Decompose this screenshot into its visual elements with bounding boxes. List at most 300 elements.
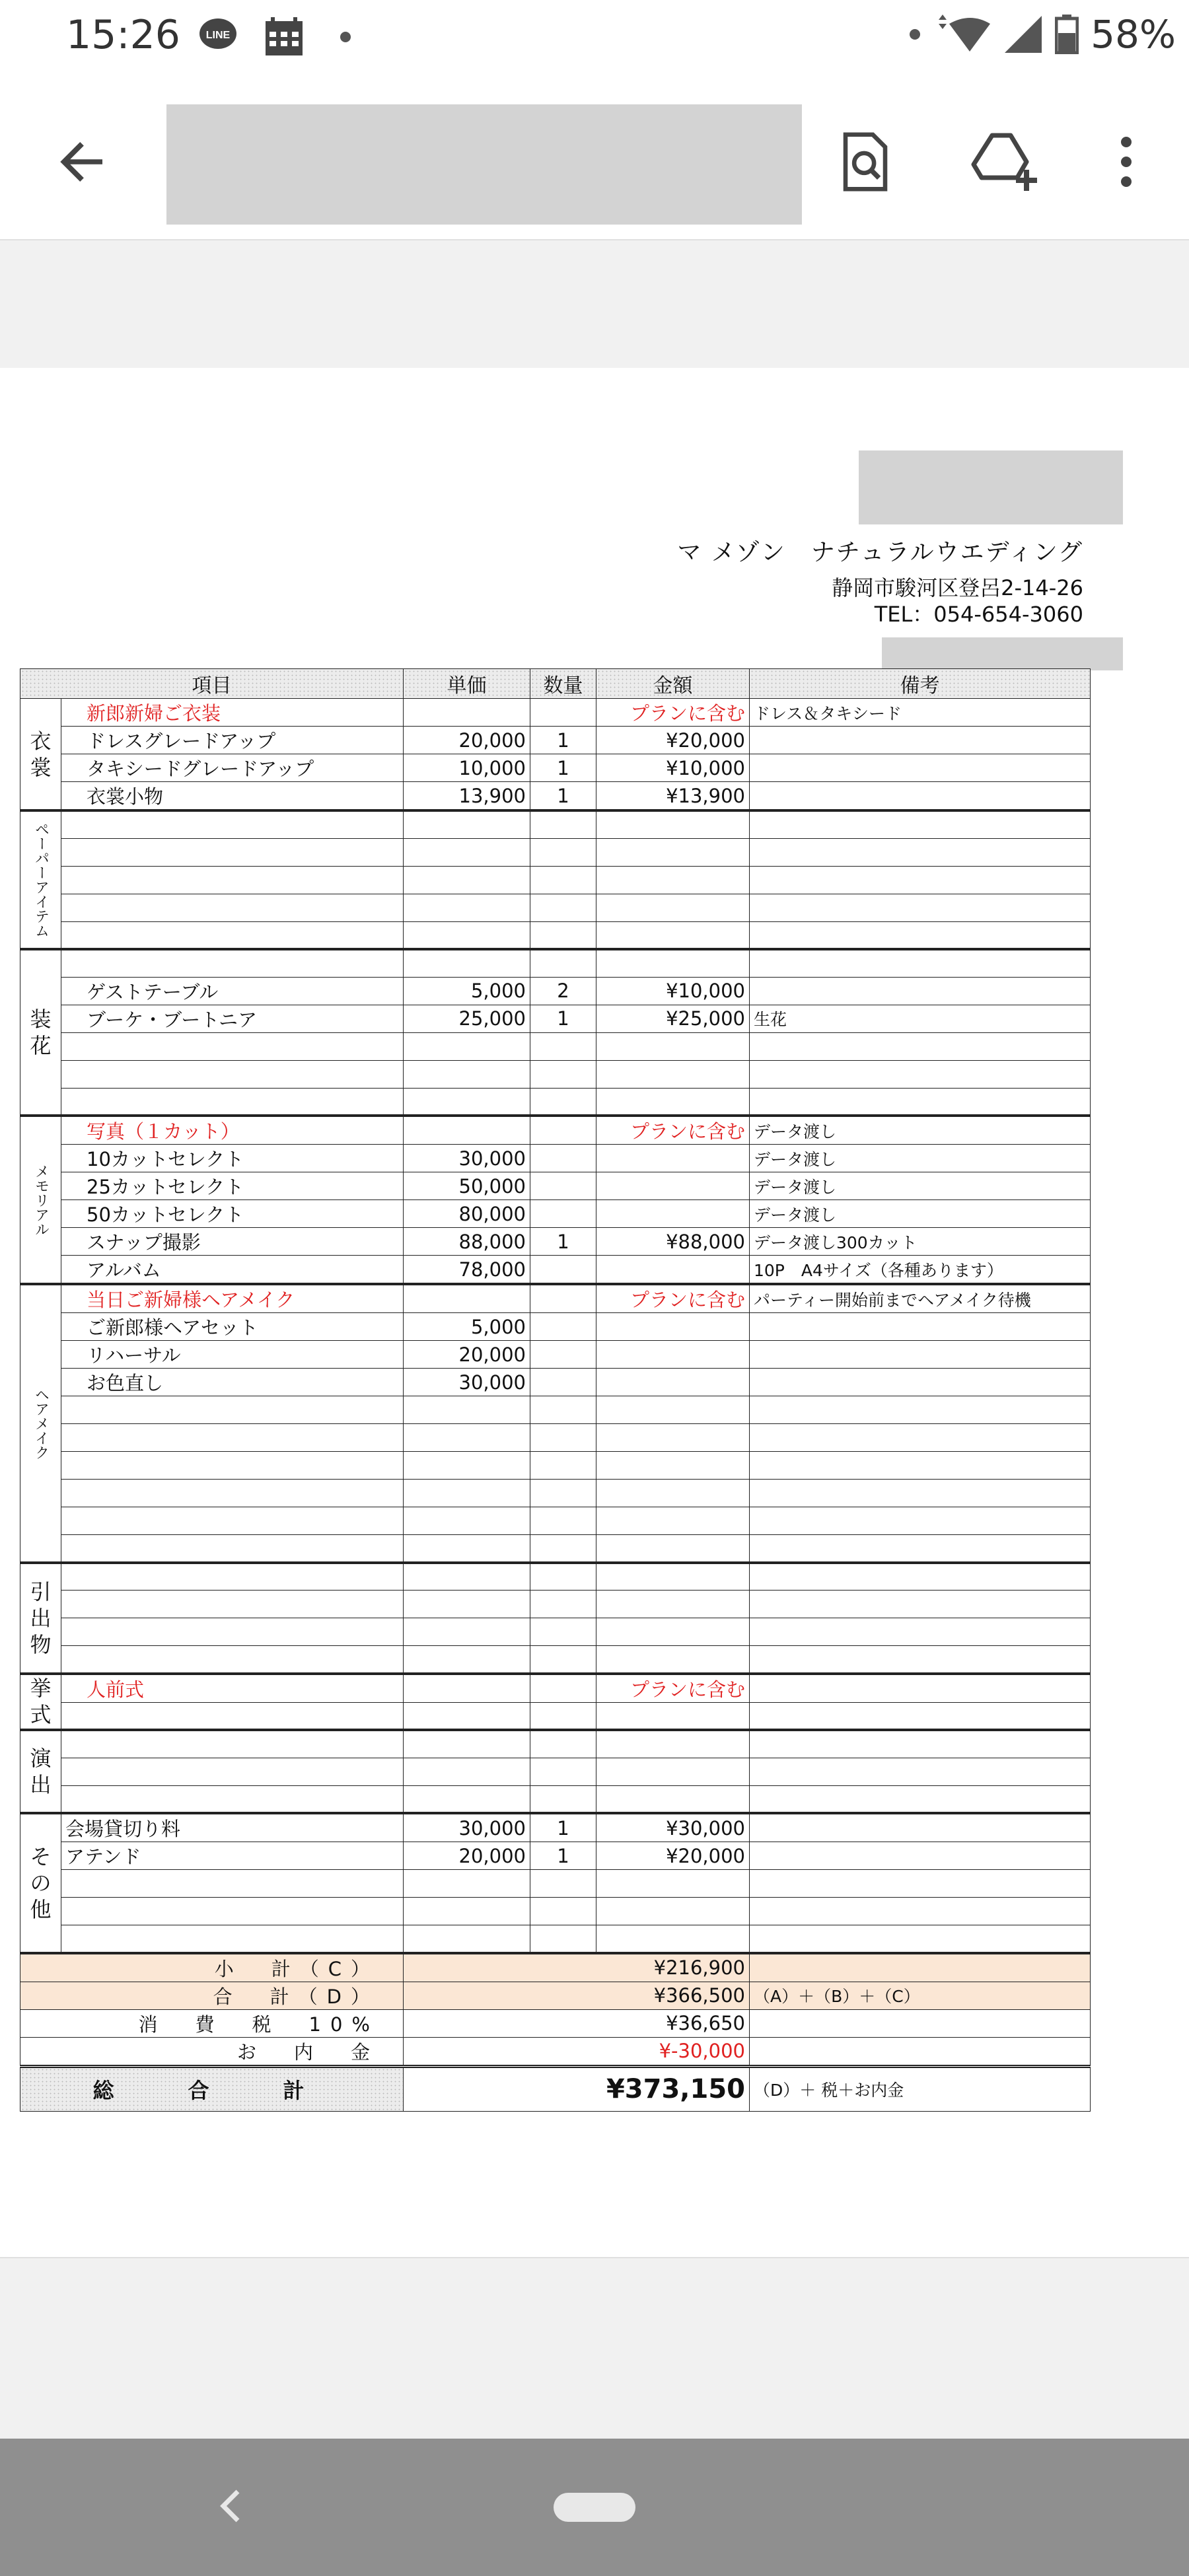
qty-cell: [530, 699, 596, 727]
nav-back-icon[interactable]: [211, 2486, 251, 2526]
status-time: 15:26: [66, 12, 180, 58]
item-cell: [61, 949, 404, 977]
table-row: [20, 1898, 1091, 1925]
amount-cell: [596, 1313, 750, 1341]
item-cell: ドレスグレードアップ: [61, 727, 404, 754]
table-row: [20, 894, 1091, 921]
note-cell: [750, 1535, 1091, 1563]
price-cell: [404, 1591, 530, 1618]
note-cell: [750, 1480, 1091, 1507]
note-cell: [750, 727, 1091, 754]
summary-row: [20, 1953, 1091, 1982]
table-row: [20, 977, 1091, 1005]
item-cell: お色直し: [61, 1369, 404, 1396]
table-row: [20, 1424, 1091, 1452]
amount-cell: [596, 1535, 750, 1563]
header-amount: 金額: [596, 669, 750, 699]
amount-cell: [596, 1925, 750, 1953]
amount-cell: [596, 1898, 750, 1925]
qty-cell: [530, 1088, 596, 1116]
qty-cell: [530, 1785, 596, 1813]
amount-cell: [596, 894, 750, 921]
page-gap-bottom: [0, 2257, 1189, 2439]
amount-cell: [596, 1870, 750, 1898]
summary-note: （A）＋（B）＋（C）: [750, 1982, 1091, 2009]
qty-cell: 1: [530, 1813, 596, 1842]
price-cell: [404, 1480, 530, 1507]
note-cell: [750, 1032, 1091, 1060]
price-cell: [404, 1116, 530, 1145]
line-icon: [198, 16, 238, 55]
note-cell: データ渡し: [750, 1172, 1091, 1200]
table-row: [20, 1060, 1091, 1088]
note-cell: パーティー開始前までヘアメイク待機: [750, 1284, 1091, 1313]
qty-cell: [530, 838, 596, 866]
note-cell: [750, 1591, 1091, 1618]
table-row: [20, 838, 1091, 866]
qty-cell: [530, 1172, 596, 1200]
note-cell: [750, 1313, 1091, 1341]
table-row: [20, 1313, 1091, 1341]
note-cell: [750, 977, 1091, 1005]
qty-cell: [530, 1730, 596, 1758]
qty-cell: [530, 1284, 596, 1313]
table-row: [20, 1145, 1091, 1172]
amount-cell: ¥20,000: [596, 727, 750, 754]
price-cell: 80,000: [404, 1200, 530, 1228]
qty-cell: [530, 1424, 596, 1452]
note-cell: [750, 1341, 1091, 1369]
item-cell: 写真（１カット）: [61, 1116, 404, 1145]
note-cell: [750, 1730, 1091, 1758]
category-cell: 挙式: [20, 1674, 61, 1731]
summary-label: お 内 金: [20, 2037, 404, 2066]
price-cell: [404, 1088, 530, 1116]
item-cell: [61, 1925, 404, 1953]
price-cell: [404, 1758, 530, 1785]
item-cell: [61, 1452, 404, 1480]
qty-cell: 1: [530, 1005, 596, 1032]
item-cell: [61, 1591, 404, 1618]
price-cell: 50,000: [404, 1172, 530, 1200]
item-cell: [61, 838, 404, 866]
item-cell: [61, 1535, 404, 1563]
qty-cell: [530, 894, 596, 921]
category-cell: 演出: [20, 1730, 61, 1813]
amount-cell: ¥88,000: [596, 1228, 750, 1256]
more-vert-icon: [1120, 135, 1133, 188]
header-note: 備考: [750, 669, 1091, 699]
amount-cell: [596, 1646, 750, 1674]
price-cell: [404, 1396, 530, 1424]
table-row: [20, 1842, 1091, 1870]
amount-cell: プランに含む: [596, 1674, 750, 1703]
price-cell: [404, 949, 530, 977]
more-options-button[interactable]: [1087, 125, 1166, 198]
item-cell: [61, 810, 404, 838]
table-row: [20, 1646, 1091, 1674]
table-row: [20, 1116, 1091, 1145]
note-cell: データ渡し: [750, 1145, 1091, 1172]
note-cell: [750, 1618, 1091, 1646]
amount-cell: プランに含む: [596, 1284, 750, 1313]
item-cell: [61, 1618, 404, 1646]
total-label: 総 合 計: [20, 2066, 404, 2111]
qty-cell: [530, 1674, 596, 1703]
summary-row: [20, 2037, 1091, 2066]
amount-cell: [596, 1088, 750, 1116]
table-header-row: [20, 669, 1091, 699]
amount-cell: [596, 1618, 750, 1646]
amount-cell: ¥30,000: [596, 1813, 750, 1842]
price-cell: 20,000: [404, 727, 530, 754]
note-cell: データ渡し: [750, 1200, 1091, 1228]
item-cell: [61, 1758, 404, 1785]
item-cell: ゲストテーブル: [61, 977, 404, 1005]
amount-cell: [596, 1758, 750, 1785]
table-row: [20, 949, 1091, 977]
qty-cell: [530, 1870, 596, 1898]
note-cell: [750, 810, 1091, 838]
company-address: 静岡市駿河区登呂2-14-26: [832, 575, 1083, 600]
table-row: [20, 921, 1091, 949]
qty-cell: 1: [530, 1228, 596, 1256]
amount-cell: ¥13,900: [596, 782, 750, 811]
info-redacted: [882, 637, 1123, 670]
price-cell: [404, 1060, 530, 1088]
qty-cell: [530, 1535, 596, 1563]
item-cell: [61, 1646, 404, 1674]
category-cell: ヘアメイク: [20, 1284, 61, 1563]
amount-cell: [596, 1172, 750, 1200]
summary-label: 小 計（C）: [20, 1953, 404, 1982]
price-cell: [404, 1032, 530, 1060]
item-cell: 当日ご新婦様ヘアメイク: [61, 1284, 404, 1313]
status-bar: [0, 0, 1189, 79]
note-cell: [750, 866, 1091, 894]
amount-cell: [596, 921, 750, 949]
table-row: [20, 1005, 1091, 1032]
item-cell: ブーケ・ブートニア: [61, 1005, 404, 1032]
nav-home-pill[interactable]: [554, 2493, 635, 2522]
table-row: [20, 699, 1091, 727]
back-arrow-icon[interactable]: [53, 132, 112, 192]
total-row: [20, 2066, 1091, 2111]
total-note: （D）＋ 税＋お内金: [750, 2066, 1091, 2111]
note-cell: [750, 754, 1091, 782]
note-cell: [750, 1842, 1091, 1870]
item-cell: [61, 1060, 404, 1088]
note-cell: [750, 1785, 1091, 1813]
qty-cell: [530, 1369, 596, 1396]
item-cell: [61, 1396, 404, 1424]
note-cell: [750, 838, 1091, 866]
item-cell: [61, 894, 404, 921]
qty-cell: [530, 1758, 596, 1785]
item-cell: [61, 1730, 404, 1758]
summary-label: 消 費 税 10%: [20, 2009, 404, 2037]
table-row: [20, 1591, 1091, 1618]
qty-cell: [530, 1116, 596, 1145]
item-cell: [61, 1424, 404, 1452]
price-cell: [404, 1618, 530, 1646]
table-row: [20, 1785, 1091, 1813]
qty-cell: [530, 1313, 596, 1341]
item-cell: [61, 1870, 404, 1898]
qty-cell: 1: [530, 754, 596, 782]
item-cell: 25カットセレクト: [61, 1172, 404, 1200]
qty-cell: [530, 1145, 596, 1172]
table-row: [20, 1369, 1091, 1396]
wifi-icon: [932, 15, 991, 54]
dot-icon: [910, 29, 920, 40]
summary-note: [750, 2037, 1091, 2066]
item-cell: リハーサル: [61, 1341, 404, 1369]
qty-cell: 1: [530, 727, 596, 754]
table-row: [20, 727, 1091, 754]
price-cell: 30,000: [404, 1813, 530, 1842]
qty-cell: 2: [530, 977, 596, 1005]
note-cell: [750, 1870, 1091, 1898]
find-in-page-button[interactable]: [829, 125, 902, 198]
item-cell: [61, 1563, 404, 1591]
note-cell: ドレス＆タキシード: [750, 699, 1091, 727]
qty-cell: [530, 1563, 596, 1591]
amount-cell: [596, 1060, 750, 1088]
price-cell: 78,000: [404, 1256, 530, 1285]
table-row: [20, 1200, 1091, 1228]
summary-amount: ¥36,650: [404, 2009, 750, 2037]
qty-cell: [530, 1507, 596, 1535]
table-row: [20, 1452, 1091, 1480]
amount-cell: [596, 1145, 750, 1172]
estimate-table: [20, 668, 1091, 2112]
qty-cell: [530, 921, 596, 949]
price-cell: [404, 921, 530, 949]
signal-icon: [1003, 15, 1043, 54]
amount-cell: [596, 1200, 750, 1228]
svg-text:LINE: LINE: [205, 30, 231, 41]
amount-cell: [596, 1785, 750, 1813]
summary-note: [750, 2009, 1091, 2037]
note-cell: [750, 1674, 1091, 1703]
note-cell: データ渡し300カット: [750, 1228, 1091, 1256]
table-row: [20, 754, 1091, 782]
price-cell: [404, 838, 530, 866]
note-cell: [750, 1060, 1091, 1088]
price-cell: [404, 1730, 530, 1758]
header-qty: 数量: [530, 669, 596, 699]
qty-cell: [530, 1452, 596, 1480]
qty-cell: [530, 1060, 596, 1088]
price-cell: [404, 1870, 530, 1898]
table-row: [20, 1563, 1091, 1591]
summary-row: [20, 2009, 1091, 2037]
amount-cell: [596, 1730, 750, 1758]
qty-cell: [530, 810, 596, 838]
battery-icon: [1055, 15, 1079, 54]
price-cell: 20,000: [404, 1341, 530, 1369]
price-cell: 5,000: [404, 1313, 530, 1341]
company-name: マ メゾン ナチュラルウエディング: [677, 539, 1083, 566]
qty-cell: [530, 1925, 596, 1953]
note-cell: [750, 1452, 1091, 1480]
table-row: [20, 1870, 1091, 1898]
company-tel: TEL：054-654-3060: [874, 602, 1083, 627]
qty-cell: [530, 1646, 596, 1674]
amount-cell: [596, 1702, 750, 1730]
item-cell: スナップ撮影: [61, 1228, 404, 1256]
amount-cell: ¥25,000: [596, 1005, 750, 1032]
category-cell: その他: [20, 1813, 61, 1953]
amount-cell: [596, 1480, 750, 1507]
amount-cell: [596, 1452, 750, 1480]
battery-percent: 58%: [1091, 12, 1176, 57]
table-row: [20, 1256, 1091, 1285]
logo-redacted: [859, 450, 1123, 524]
price-cell: 20,000: [404, 1842, 530, 1870]
price-cell: [404, 810, 530, 838]
add-to-drive-button[interactable]: [968, 125, 1040, 198]
qty-cell: [530, 1200, 596, 1228]
qty-cell: 1: [530, 782, 596, 811]
amount-cell: [596, 1424, 750, 1452]
header-price: 単価: [404, 669, 530, 699]
note-cell: [750, 782, 1091, 811]
price-cell: [404, 894, 530, 921]
amount-cell: ¥10,000: [596, 977, 750, 1005]
amount-cell: [596, 1396, 750, 1424]
table-row: [20, 782, 1091, 811]
note-cell: データ渡し: [750, 1116, 1091, 1145]
amount-cell: プランに含む: [596, 699, 750, 727]
amount-cell: ¥10,000: [596, 754, 750, 782]
qty-cell: [530, 1480, 596, 1507]
price-cell: 25,000: [404, 1005, 530, 1032]
amount-cell: [596, 810, 750, 838]
amount-cell: [596, 1341, 750, 1369]
note-cell: [750, 1758, 1091, 1785]
note-cell: 生花: [750, 1005, 1091, 1032]
summary-note: [750, 1953, 1091, 1982]
qty-cell: [530, 1618, 596, 1646]
price-cell: 5,000: [404, 977, 530, 1005]
summary-amount: ¥366,500: [404, 1982, 750, 2009]
item-cell: [61, 866, 404, 894]
category-cell: 衣裳: [20, 699, 61, 811]
price-cell: [404, 1925, 530, 1953]
price-cell: [404, 1284, 530, 1313]
note-cell: [750, 1507, 1091, 1535]
price-cell: [404, 1452, 530, 1480]
note-cell: [750, 894, 1091, 921]
note-cell: [750, 1898, 1091, 1925]
price-cell: [404, 1535, 530, 1563]
qty-cell: [530, 1591, 596, 1618]
qty-cell: 1: [530, 1842, 596, 1870]
amount-cell: [596, 1032, 750, 1060]
price-cell: [404, 1702, 530, 1730]
item-cell: 会場貸切り料: [61, 1813, 404, 1842]
item-cell: 新郎新婦ご衣装: [61, 699, 404, 727]
table-row: [20, 1284, 1091, 1313]
amount-cell: [596, 949, 750, 977]
category-cell: メモリアル: [20, 1116, 61, 1284]
table-row: [20, 1730, 1091, 1758]
price-cell: 10,000: [404, 754, 530, 782]
table-row: [20, 1032, 1091, 1060]
qty-cell: [530, 1256, 596, 1285]
table-row: [20, 1228, 1091, 1256]
qty-cell: [530, 866, 596, 894]
category-cell: 引出物: [20, 1563, 61, 1674]
item-cell: 人前式: [61, 1674, 404, 1703]
app-bar: [0, 79, 1189, 238]
price-cell: [404, 1785, 530, 1813]
item-cell: [61, 1480, 404, 1507]
amount-cell: [596, 838, 750, 866]
note-cell: [750, 1563, 1091, 1591]
item-cell: [61, 1785, 404, 1813]
category-cell: ペーパーアイテム: [20, 810, 61, 949]
add-to-drive-icon: [971, 132, 1037, 192]
qty-cell: [530, 949, 596, 977]
amount-cell: [596, 1591, 750, 1618]
qty-cell: [530, 1341, 596, 1369]
amount-cell: [596, 1563, 750, 1591]
note-cell: [750, 921, 1091, 949]
table-row: [20, 1396, 1091, 1424]
summary-amount: ¥216,900: [404, 1953, 750, 1982]
qty-cell: [530, 1032, 596, 1060]
table-row: [20, 810, 1091, 838]
table-row: [20, 1674, 1091, 1703]
header-item: 項目: [20, 669, 404, 699]
document-title-redacted: [166, 104, 802, 225]
status-right: [910, 12, 1176, 57]
amount-cell: [596, 1507, 750, 1535]
item-cell: 10カットセレクト: [61, 1145, 404, 1172]
item-cell: [61, 1898, 404, 1925]
qty-cell: [530, 1898, 596, 1925]
table-row: [20, 866, 1091, 894]
item-cell: [61, 1032, 404, 1060]
find-in-page-icon: [839, 132, 892, 192]
table-row: [20, 1925, 1091, 1953]
note-cell: [750, 1925, 1091, 1953]
item-cell: アルバム: [61, 1256, 404, 1285]
note-cell: [750, 1396, 1091, 1424]
table-row: [20, 1172, 1091, 1200]
item-cell: [61, 1702, 404, 1730]
amount-cell: [596, 1256, 750, 1285]
note-cell: [750, 949, 1091, 977]
summary-label: 合 計（D）: [20, 1982, 404, 2009]
note-cell: 10P A4サイズ（各種あります）: [750, 1256, 1091, 1285]
qty-cell: [530, 1702, 596, 1730]
amount-cell: [596, 866, 750, 894]
note-cell: [750, 1369, 1091, 1396]
item-cell: [61, 1507, 404, 1535]
price-cell: [404, 1507, 530, 1535]
price-cell: 88,000: [404, 1228, 530, 1256]
amount-cell: プランに含む: [596, 1116, 750, 1145]
note-cell: [750, 1813, 1091, 1842]
item-cell: 衣裳小物: [61, 782, 404, 811]
calendar-icon: [263, 16, 305, 58]
item-cell: 50カットセレクト: [61, 1200, 404, 1228]
table-row: [20, 1507, 1091, 1535]
